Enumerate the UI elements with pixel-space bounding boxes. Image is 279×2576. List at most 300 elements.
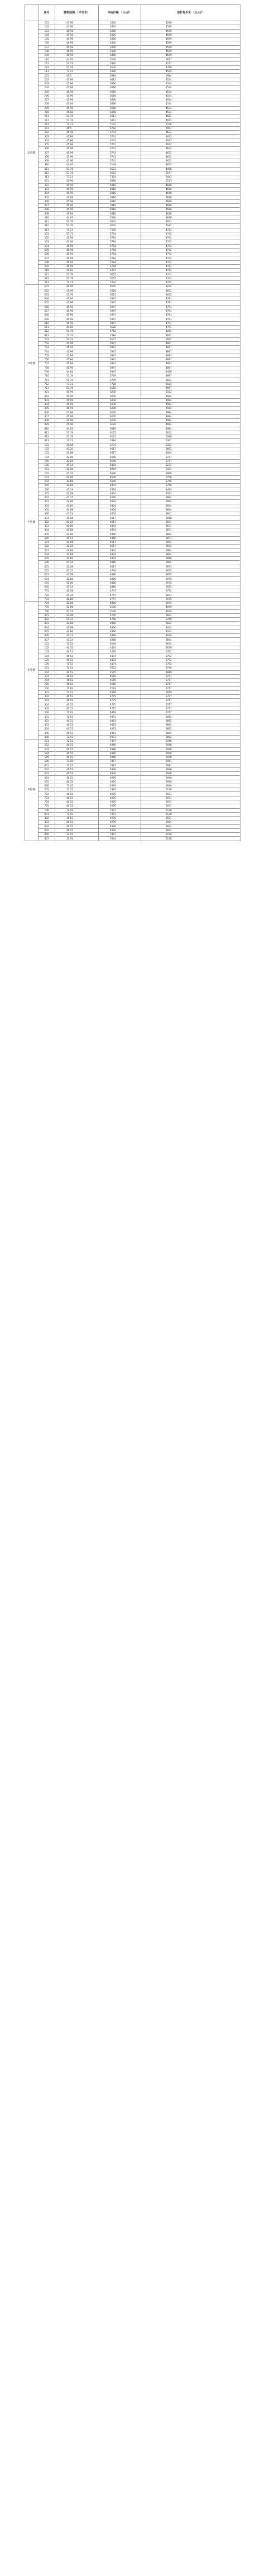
appraised-price-cell: 4863 [99, 719, 141, 723]
unit-price-cell: 4632 [141, 159, 240, 163]
appraised-price-cell: 5657 [99, 273, 141, 276]
table-row [25, 25, 240, 29]
room-number-cell: 406 [39, 199, 55, 203]
area-cell: 45.96 [55, 37, 99, 41]
appraised-price-cell: 4973 [99, 735, 141, 739]
unit-price-cell: 3756 [141, 484, 240, 488]
unit-price-cell: 4093 [141, 488, 240, 492]
unit-price-cell: 3924 [141, 828, 240, 832]
room-number-cell: 310 [39, 163, 55, 167]
appraised-price-cell: 4976 [99, 784, 141, 788]
unit-price-cell: 5962 [141, 715, 240, 719]
table-row [25, 126, 240, 130]
table-row [25, 366, 240, 370]
appraised-price-cell: 4740 [99, 569, 141, 573]
table-row [25, 260, 240, 264]
header-building [25, 5, 39, 21]
unit-price-cell: 4534 [141, 98, 240, 102]
area-cell: 45.96 [55, 29, 99, 33]
appraised-price-cell: 4976 [99, 776, 141, 780]
appraised-price-cell: 7974 [99, 837, 141, 841]
table-row [25, 618, 240, 622]
header-area: 建筑面积 （平方米） [55, 5, 99, 21]
table-row [25, 187, 240, 191]
room-number-cell: 803 [39, 622, 55, 626]
room-number-cell: 309 [39, 159, 55, 163]
unit-price-cell: 3904 [141, 541, 240, 545]
appraised-price-cell: 4904 [99, 528, 141, 532]
room-number-cell: 801 [39, 613, 55, 617]
appraised-price-cell: 4966 [99, 743, 141, 747]
table-row [25, 788, 240, 792]
table-row [25, 216, 240, 220]
area-cell: 42.86 [55, 548, 99, 552]
room-number-cell: 606 [39, 784, 55, 788]
unit-price-cell: 5274 [141, 463, 240, 467]
room-number-cell: 711 [39, 378, 55, 382]
appraised-price-cell: 4976 [99, 767, 141, 771]
room-number-cell: 812 [39, 435, 55, 439]
appraised-price-cell: 7497 [99, 788, 141, 792]
building-label: 2号楼 [25, 21, 39, 285]
table-row [25, 276, 240, 280]
area-cell: 42.88 [55, 528, 99, 532]
area-cell: 72.92 [55, 784, 99, 788]
table-row [25, 281, 240, 285]
unit-price-cell: 6178 [141, 788, 240, 792]
room-number-cell: 103 [39, 451, 55, 455]
appraised-price-cell: 5784 [99, 248, 141, 252]
table-row [25, 776, 240, 780]
unit-price-cell: 3844 [141, 638, 240, 642]
area-cell: 40.52 [55, 650, 99, 654]
area-cell: 40.52 [55, 780, 99, 784]
appraised-price-cell: 4775 [99, 699, 141, 703]
appraised-price-cell: 5741 [99, 131, 141, 135]
area-cell: 45.96 [55, 414, 99, 418]
unit-price-cell: 3964 [141, 561, 240, 565]
appraised-price-cell: 7728 [99, 382, 141, 386]
appraised-price-cell: 6019 [99, 427, 141, 431]
unit-price-cell: 4668 [141, 208, 240, 212]
appraised-price-cell: 5816 [99, 199, 141, 203]
room-number-cell: 504 [39, 552, 55, 556]
appraised-price-cell: 5947 [99, 301, 141, 305]
area-cell: 45.96 [55, 260, 99, 264]
table-row [25, 203, 240, 207]
room-number-cell: 501 [39, 541, 55, 545]
appraised-price-cell: 5784 [99, 240, 141, 244]
room-number-cell: 705 [39, 605, 55, 609]
appraised-price-cell: 5947 [99, 341, 141, 345]
room-number-cell: 104 [39, 654, 55, 658]
table-row [25, 597, 240, 601]
table-row [25, 232, 240, 236]
appraised-price-cell: 5666 [99, 98, 141, 102]
table-row [25, 350, 240, 354]
area-cell: 45.96 [55, 341, 99, 345]
area-cell: 42.86 [55, 484, 99, 488]
unit-price-cell: 4668 [141, 192, 240, 195]
appraised-price-cell: 5666 [99, 94, 141, 98]
appraised-price-cell: 7457 [99, 760, 141, 764]
table-row [25, 45, 240, 49]
room-number-cell: 401 [39, 179, 55, 183]
room-number-cell: 604 [39, 776, 55, 780]
unit-price-cell: 5307 [141, 439, 240, 443]
table-row [25, 561, 240, 565]
unit-price-cell: 3871 [141, 520, 240, 524]
area-cell: 73.11 [55, 228, 99, 232]
room-number-cell: 704 [39, 601, 55, 605]
unit-price-cell: 4897 [141, 386, 240, 390]
room-number-cell: 201 [39, 74, 55, 78]
room-number-cell: 706 [39, 808, 55, 812]
area-cell: 45.96 [55, 248, 99, 252]
table-row [25, 439, 240, 443]
appraised-price-cell: 4866 [99, 601, 141, 605]
room-number-cell: 204 [39, 86, 55, 90]
area-cell: 73.11 [55, 175, 99, 179]
appraised-price-cell: 5816 [99, 192, 141, 195]
appraised-price-cell: 4904 [99, 508, 141, 512]
unit-price-cell: 3946 [141, 784, 240, 788]
table-row [25, 74, 240, 78]
area-cell: 45.96 [55, 354, 99, 357]
table-row [25, 837, 240, 841]
area-cell: 42.86 [55, 557, 99, 561]
room-number-cell: 803 [39, 398, 55, 402]
room-number-cell: 306 [39, 147, 55, 151]
area-cell: 45.96 [55, 199, 99, 203]
room-number-cell: 606 [39, 305, 55, 309]
room-number-cell: 101 [39, 21, 55, 25]
appraised-price-cell: 5406 [99, 70, 141, 74]
table-row [25, 589, 240, 593]
building-label: 4号楼 [25, 443, 39, 601]
unit-price-cell: 4897 [141, 374, 240, 378]
room-number-cell: 301 [39, 492, 55, 495]
appraised-price-cell: 7497 [99, 833, 141, 837]
appraised-price-cell: 5400 [99, 37, 141, 41]
area-cell: 51.76 [55, 276, 99, 280]
room-number-cell: 101 [39, 443, 55, 447]
table-row [25, 613, 240, 617]
room-number-cell: 807 [39, 414, 55, 418]
room-number-cell: 705 [39, 804, 55, 808]
appraised-price-cell: 4564 [99, 488, 141, 492]
table-row [25, 711, 240, 715]
room-number-cell: 802 [39, 394, 55, 398]
unit-price-cell: 4791 [141, 297, 240, 301]
appraised-price-cell: 7374 [99, 175, 141, 179]
table-row [25, 175, 240, 179]
room-number-cell: 202 [39, 670, 55, 674]
table-row [25, 451, 240, 455]
appraised-price-cell: 5741 [99, 139, 141, 142]
room-number-cell: 604 [39, 577, 55, 581]
unit-price-cell: 3975 [141, 569, 240, 573]
area-cell: 45.96 [55, 45, 99, 49]
table-row [25, 642, 240, 646]
unit-price-cell: 4632 [141, 142, 240, 146]
room-number-cell: 804 [39, 626, 55, 629]
unit-price-cell: 3717 [141, 707, 240, 710]
unit-price-cell: 3946 [141, 767, 240, 771]
table-row [25, 500, 240, 504]
appraised-price-cell: 6230 [99, 398, 141, 402]
area-cell: 51.76 [55, 115, 99, 118]
table-row [25, 767, 240, 771]
table-row [25, 208, 240, 212]
table-row [25, 419, 240, 423]
unit-price-cell: 3871 [141, 536, 240, 540]
table-row [25, 431, 240, 435]
table-row [25, 167, 240, 171]
appraised-price-cell: 4976 [99, 772, 141, 776]
unit-price-cell: 3862 [141, 731, 240, 735]
area-cell: 45.96 [55, 285, 99, 289]
area-cell: 45.96 [55, 402, 99, 406]
area-cell: 51.76 [55, 171, 99, 175]
appraised-price-cell: 5816 [99, 183, 141, 187]
table-row [25, 90, 240, 94]
appraised-price-cell: 4617 [99, 545, 141, 548]
table-row [25, 228, 240, 232]
area-cell: 40.52 [55, 703, 99, 707]
area-cell: 45.96 [55, 398, 99, 402]
appraised-price-cell: 4880 [99, 573, 141, 577]
area-cell: 44.82 [55, 163, 99, 167]
appraised-price-cell: 6230 [99, 402, 141, 406]
room-number-cell: 601 [39, 285, 55, 289]
unit-price-cell: 3906 [141, 471, 240, 475]
table-row [25, 488, 240, 492]
table-row [25, 248, 240, 252]
unit-price-cell: 6178 [141, 833, 240, 837]
unit-price-cell: 3182 [141, 224, 240, 228]
unit-price-cell: 6102 [141, 390, 240, 394]
table-row [25, 240, 240, 244]
area-cell: 45.96 [55, 350, 99, 354]
table-row [25, 475, 240, 479]
table-row [25, 382, 240, 386]
room-number-cell: 701 [39, 337, 55, 341]
table-row [25, 536, 240, 540]
unit-price-cell: 3975 [141, 581, 240, 585]
area-cell: 40.52 [55, 658, 99, 662]
area-cell: 45.96 [55, 321, 99, 325]
area-cell: 45.96 [55, 192, 99, 195]
room-number-cell: 302 [39, 131, 55, 135]
area-cell: 41.25 [55, 496, 99, 500]
area-cell: 45.96 [55, 142, 99, 146]
unit-price-cell: 4024 [141, 626, 240, 629]
appraised-price-cell: 4969 [99, 711, 141, 715]
unit-price-cell: 4791 [141, 321, 240, 325]
area-cell: 45.96 [55, 151, 99, 155]
appraised-price-cell: 5400 [99, 21, 141, 25]
table-row [25, 447, 240, 451]
room-number-cell: 701 [39, 788, 55, 792]
area-cell: 41.25 [55, 545, 99, 548]
appraised-price-cell: 4880 [99, 532, 141, 536]
unit-price-cell: 4742 [141, 273, 240, 276]
table-row [25, 309, 240, 313]
unit-price-cell: 3740 [141, 666, 240, 670]
room-number-cell: 304 [39, 703, 55, 707]
appraised-price-cell: 4880 [99, 561, 141, 565]
unit-price-cell: 5951 [141, 760, 240, 764]
area-cell: 51.76 [55, 431, 99, 435]
area-cell: 40.52 [55, 772, 99, 776]
unit-price-cell: 4599 [141, 29, 240, 33]
appraised-price-cell: 4973 [99, 715, 141, 719]
unit-price-cell: 3702 [141, 654, 240, 658]
unit-price-cell: 4632 [141, 147, 240, 151]
room-number-cell: 203 [39, 82, 55, 85]
unit-price-cell: 3717 [141, 674, 240, 678]
unit-price-cell: 4632 [141, 135, 240, 139]
unit-price-cell: 3946 [141, 776, 240, 780]
area-cell: 40.52 [55, 723, 99, 727]
unit-price-cell: 3717 [141, 683, 240, 686]
area-cell: 45.96 [55, 183, 99, 187]
area-cell: 42.88 [55, 577, 99, 581]
room-number-cell: 603 [39, 772, 55, 776]
table-row [25, 122, 240, 126]
appraised-price-cell: 6121 [99, 431, 141, 435]
room-number-cell: 110 [39, 58, 55, 61]
table-row [25, 102, 240, 106]
area-cell: 42.86 [55, 500, 99, 504]
appraised-price-cell: 5947 [99, 313, 141, 317]
area-cell: 73.11 [55, 70, 99, 74]
area-cell: 45.96 [55, 54, 99, 58]
appraised-price-cell: 5947 [99, 366, 141, 370]
unit-price-cell: 5022 [141, 431, 240, 435]
appraised-price-cell: 5709 [99, 374, 141, 378]
appraised-price-cell: 7497 [99, 808, 141, 812]
room-number-cell: 405 [39, 532, 55, 536]
appraised-price-cell: 5816 [99, 208, 141, 212]
appraised-price-cell: 5947 [99, 317, 141, 321]
area-cell: 45.96 [55, 187, 99, 191]
table-row [25, 833, 240, 837]
appraised-price-cell: 4565 [99, 683, 141, 686]
unit-price-cell: 3862 [141, 723, 240, 727]
unit-price-cell: 3975 [141, 597, 240, 601]
unit-price-cell: 4984 [141, 411, 240, 414]
unit-price-cell: 4534 [141, 90, 240, 94]
area-cell: 40.52 [55, 719, 99, 723]
area-cell: 44.82 [55, 370, 99, 374]
room-number-cell: 112 [39, 65, 55, 69]
appraised-price-cell: 5400 [99, 29, 141, 33]
appraised-price-cell: 4234 [99, 443, 141, 447]
unit-price-cell: 4742 [141, 244, 240, 248]
table-row [25, 569, 240, 573]
room-number-cell: 401 [39, 715, 55, 719]
area-cell: 45.96 [55, 208, 99, 212]
room-number-cell: 404 [39, 528, 55, 532]
unit-price-cell: 4897 [141, 362, 240, 366]
unit-price-cell: 4742 [141, 276, 240, 280]
unit-price-cell: 4662 [141, 293, 240, 297]
area-cell: 40.52 [55, 654, 99, 658]
area-cell: 45.96 [55, 21, 99, 25]
room-number-cell: 609 [39, 317, 55, 321]
room-number-cell: 106 [39, 662, 55, 666]
unit-price-cell: 3802 [141, 447, 240, 451]
room-number-cell: 407 [39, 203, 55, 207]
appraised-price-cell: 5784 [99, 244, 141, 248]
area-cell: 40.52 [55, 824, 99, 828]
unit-price-cell: 4897 [141, 350, 240, 354]
unit-price-cell: 3931 [141, 800, 240, 804]
unit-price-cell: 5726 [141, 122, 240, 126]
unit-price-cell: 5147 [141, 171, 240, 175]
appraised-price-cell: 4474 [99, 662, 141, 666]
table-row [25, 70, 240, 74]
appraised-price-cell: 4904 [99, 552, 141, 556]
table-row [25, 601, 240, 605]
table-row [25, 21, 240, 25]
area-cell: 45.96 [55, 366, 99, 370]
room-number-cell: 613 [39, 333, 55, 337]
appraised-price-cell: 5947 [99, 350, 141, 354]
table-row [25, 622, 240, 626]
table-row [25, 199, 240, 203]
appraised-price-cell: 5666 [99, 90, 141, 94]
unit-price-cell: 3931 [141, 804, 240, 808]
room-number-cell: 305 [39, 508, 55, 512]
unit-price-cell: 4668 [141, 212, 240, 216]
appraised-price-cell: 4604 [99, 512, 141, 516]
table-row [25, 325, 240, 329]
room-number-cell: 710 [39, 374, 55, 378]
room-number-cell: 608 [39, 313, 55, 317]
room-number-cell: 202 [39, 471, 55, 475]
appraised-price-cell: 4646 [99, 459, 141, 463]
appraised-price-cell: 4484 [99, 463, 141, 467]
table-row [25, 435, 240, 439]
appraised-price-cell: 5947 [99, 354, 141, 357]
area-cell: 45.96 [55, 90, 99, 94]
room-number-cell: 603 [39, 293, 55, 297]
table-row [25, 468, 240, 471]
table-row [25, 37, 240, 41]
unit-price-cell: 4984 [141, 394, 240, 398]
room-number-cell: 403 [39, 723, 55, 727]
unit-price-cell: 4984 [141, 423, 240, 427]
room-number-cell: 209 [39, 106, 55, 110]
unit-price-cell: 4742 [141, 281, 240, 285]
unit-price-cell: 4498 [141, 167, 240, 171]
unit-price-cell: 4534 [141, 94, 240, 98]
appraised-price-cell: 4966 [99, 751, 141, 755]
unit-price-cell: 3756 [141, 475, 240, 479]
unit-price-cell: 3946 [141, 747, 240, 751]
appraised-price-cell: 4976 [99, 780, 141, 784]
appraised-price-cell: 4474 [99, 650, 141, 654]
unit-price-cell: 3717 [141, 455, 240, 459]
room-number-cell: 707 [39, 362, 55, 366]
table-row [25, 650, 240, 654]
appraised-price-cell: 5560 [99, 216, 141, 220]
appraised-price-cell: 4880 [99, 585, 141, 589]
table-row [25, 812, 240, 816]
